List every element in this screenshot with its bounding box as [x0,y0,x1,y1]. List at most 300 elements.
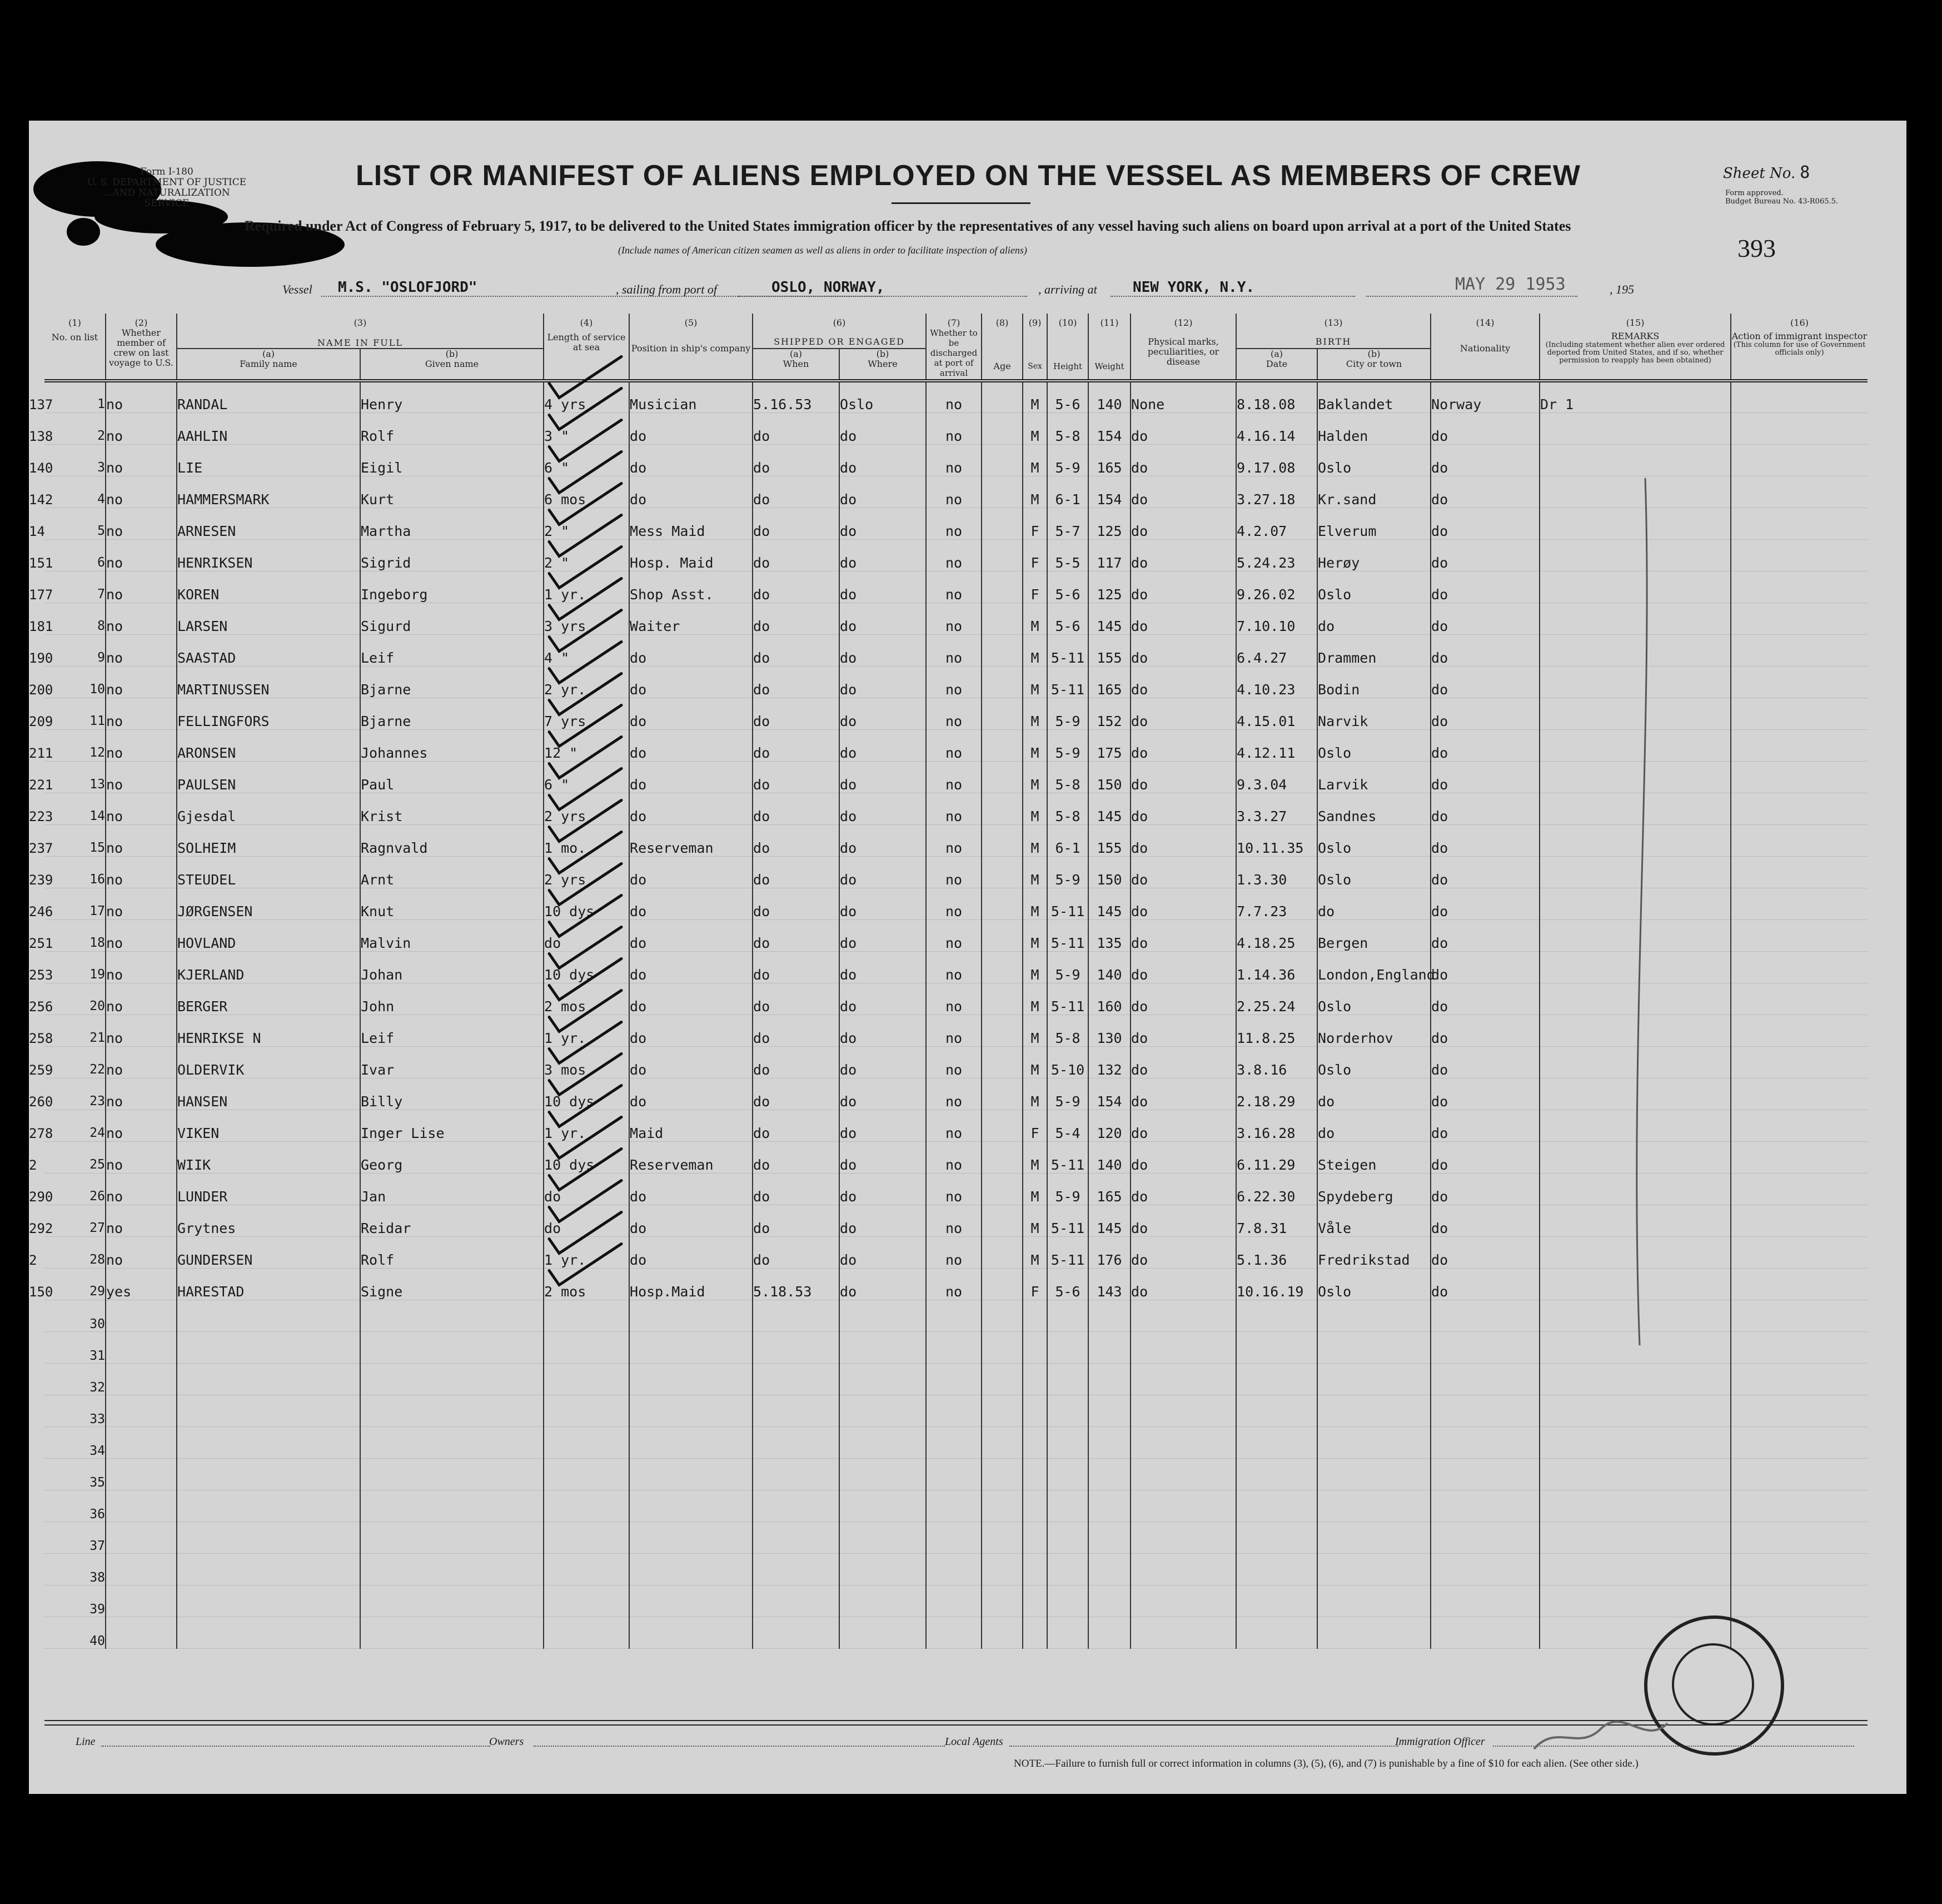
cell-remarks [1540,603,1731,634]
cell-given: Johannes [360,729,544,761]
cell-when: do [753,603,839,634]
empty-cell [753,1458,839,1490]
row-number [29,539,106,571]
crew-row [44,951,1868,983]
cell-where: do [839,824,926,856]
empty-cell [544,1522,629,1553]
cell-bcity: do [1317,603,1431,634]
cell-bdate: 3.8.16 [1236,1046,1317,1078]
empty-cell [177,1300,360,1331]
line-number: 11 [89,713,105,728]
cell-prev: no [106,412,177,444]
cell-prev: no [106,571,177,603]
col-number: (12) [1174,317,1193,328]
col-label: Age [993,361,1011,371]
col-discharge-header [926,314,982,381]
col-label: Action of immigrant inspector [1731,331,1868,341]
col-nationality-header [1431,314,1540,381]
owners-label: Owners [489,1736,524,1748]
col-number: (15) [1626,317,1645,328]
col-position-header [629,314,753,381]
cell-position: Hosp. Maid [629,539,753,571]
crew-row [44,919,1868,951]
cell-position: do [629,983,753,1015]
empty-cell [544,1331,629,1363]
crew-row [44,634,1868,666]
cell-height: 5-11 [1047,1141,1088,1173]
vessel-name: M.S. "OSLOFJORD" [338,279,477,296]
empty-cell [1540,1458,1731,1490]
cell-position: do [629,444,753,476]
empty-cell [360,1458,544,1490]
row-number [29,951,106,983]
cell-age [982,919,1023,951]
empty-cell [177,1553,360,1585]
cell-height: 5-11 [1047,919,1088,951]
cell-sex: M [1023,983,1047,1015]
cell-when: do [753,1110,839,1141]
empty-cell [1023,1553,1047,1585]
page-ref: 150 [29,1284,53,1300]
empty-cell [982,1490,1023,1522]
cell-family: JØRGENSEN [177,888,360,919]
line-number: 3 [97,460,105,475]
empty-cell [629,1426,753,1458]
row-number [29,761,106,793]
line-number: 18 [89,935,105,950]
cell-when: do [753,444,839,476]
cell-when: do [753,412,839,444]
cell-height: 5-4 [1047,1110,1088,1141]
cell-age [982,824,1023,856]
empty-cell [360,1426,544,1458]
empty-cell [926,1522,982,1553]
empty-cell [1431,1617,1540,1648]
line-number: 27 [89,1220,105,1235]
cell-when: 5.16.53 [753,381,839,412]
empty-row [44,1300,1868,1331]
cell-action [1731,476,1868,508]
cell-marks: do [1131,603,1236,634]
col-label: BIRTH [1315,336,1352,347]
empty-cell [839,1363,926,1395]
cell-remarks [1540,666,1731,698]
cell-age [982,603,1023,634]
cell-weight: 165 [1088,1173,1131,1205]
line-number: 13 [89,777,105,792]
empty-cell [177,1490,360,1522]
empty-cell [629,1553,753,1585]
form-line: U. S. DEPARTMENT OF JUSTICE [87,177,247,188]
empty-cell [177,1585,360,1617]
cell-position: do [629,412,753,444]
required-notice: Required under Act of Congress of February 5, 1917, to be delivered to the United States immigration officer by the representatives of any vessel having such aliens on board upon arrival at a port of the United States [245,218,1571,234]
empty-cell [106,1300,177,1331]
cell-age [982,1078,1023,1110]
col-label: Whether member of crew on last voyage to U.S. [109,327,173,368]
empty-cell [1047,1395,1088,1426]
empty-cell [1131,1331,1236,1363]
cell-position: Waiter [629,603,753,634]
cell-when: do [753,571,839,603]
cell-bcity: do [1317,1110,1431,1141]
col-label: Length of service at sea [547,332,626,352]
cell-remarks [1540,1078,1731,1110]
arriving-label: , arriving at [1038,282,1097,296]
cell-weight: 132 [1088,1046,1131,1078]
empty-cell [1731,1522,1868,1553]
cell-prev: no [106,508,177,539]
port-to: NEW YORK, N.Y. [1133,279,1255,296]
cell-weight: 130 [1088,1015,1131,1046]
cell-bcity: Sandnes [1317,793,1431,824]
cell-sex: M [1023,603,1047,634]
cell-when: do [753,508,839,539]
empty-cell [1023,1490,1047,1522]
cell-bcity: Våle [1317,1205,1431,1236]
cell-age [982,1015,1023,1046]
cell-action [1731,1173,1868,1205]
voyage-line [282,275,1634,300]
crew-row [44,539,1868,571]
row-number [29,634,106,666]
approval-line: Budget Bureau No. 43-R065.5. [1725,197,1839,206]
cell-position: Reserveman [629,824,753,856]
cell-bcity: Oslo [1317,1268,1431,1300]
cell-remarks [1540,824,1731,856]
cell-when: do [753,856,839,888]
line-number: 40 [44,1617,106,1648]
crew-row [44,761,1868,793]
cell-nat: do [1431,951,1540,983]
empty-cell [1731,1395,1868,1426]
empty-cell [1540,1331,1731,1363]
crew-rows [29,381,1868,1648]
line-number: 22 [89,1062,105,1077]
cell-given: Martha [360,508,544,539]
empty-cell [1317,1617,1431,1648]
dotted-rule [1009,1746,1398,1747]
empty-cell [1023,1426,1047,1458]
empty-cell [839,1617,926,1648]
cell-discharge: no [926,793,982,824]
line-number: 10 [89,682,105,697]
cell-service: 2 mos [544,983,629,1015]
empty-cell [544,1458,629,1490]
empty-row [44,1617,1868,1648]
cell-when: do [753,1078,839,1110]
cell-age [982,729,1023,761]
page-ref: 177 [29,586,53,603]
row-number [29,1236,106,1268]
cell-where: do [839,983,926,1015]
cell-when: do [753,1236,839,1268]
cell-given: Knut [360,888,544,919]
cell-nat: do [1431,729,1540,761]
cell-family: HAMMERSMARK [177,476,360,508]
cell-prev: no [106,444,177,476]
cell-where: do [839,919,926,951]
empty-cell [1236,1395,1317,1426]
cell-discharge: no [926,476,982,508]
empty-cell [1131,1300,1236,1331]
cell-remarks [1540,1236,1731,1268]
empty-cell [1047,1426,1088,1458]
cell-sex: F [1023,539,1047,571]
cell-given: Malvin [360,919,544,951]
cell-nat: do [1431,476,1540,508]
empty-cell [1088,1490,1131,1522]
cell-family: SOLHEIM [177,824,360,856]
cell-prev: no [106,856,177,888]
col-remarks-header [1540,314,1731,381]
cell-prev: no [106,824,177,856]
cell-nat: do [1431,983,1540,1015]
row-number [29,1173,106,1205]
sheet-number [1723,163,1810,182]
cell-given: Johan [360,951,544,983]
cell-when: do [753,793,839,824]
empty-cell [1088,1363,1131,1395]
cell-given: Bjarne [360,666,544,698]
row-number [29,1205,106,1236]
empty-cell [926,1585,982,1617]
col-label: Position in ship's company [631,343,751,354]
cell-action [1731,1268,1868,1300]
approval-line: Form approved. [1725,189,1784,197]
cell-position: Mess Maid [629,508,753,539]
cell-height: 5-9 [1047,951,1088,983]
crew-table [29,314,1868,1649]
col-prev-voyage-header [106,314,177,381]
row-number [29,1078,106,1110]
cell-service: 1 yr. [544,1015,629,1046]
cell-remarks [1540,1141,1731,1173]
cell-prev: no [106,1236,177,1268]
consular-seal [1644,1615,1784,1756]
cell-action [1731,856,1868,888]
cell-where: do [839,634,926,666]
col-note: (This column for use of Government officials only) [1733,341,1866,357]
empty-cell [753,1426,839,1458]
empty-cell [544,1300,629,1331]
col-marks-header [1131,314,1236,381]
cell-sex: M [1023,793,1047,824]
row-number [29,888,106,919]
crew-row [44,412,1868,444]
cell-discharge: no [926,1236,982,1268]
crew-row [44,729,1868,761]
cell-age [982,761,1023,793]
empty-cell [1088,1300,1131,1331]
page-ref: 258 [29,1030,53,1046]
cell-position: do [629,919,753,951]
page-ref: 246 [29,903,53,919]
empty-cell [177,1458,360,1490]
empty-cell [1317,1585,1431,1617]
cell-discharge: no [926,1268,982,1300]
empty-cell [1317,1490,1431,1522]
cell-bcity: Halden [1317,412,1431,444]
cell-nat: do [1431,412,1540,444]
empty-cell [1023,1331,1047,1363]
col-number: (b) [445,349,459,359]
cell-family: HENRIKSE N [177,1015,360,1046]
cell-sex: M [1023,444,1047,476]
crew-row [44,888,1868,919]
cell-sex: M [1023,729,1047,761]
crew-row [44,444,1868,476]
cell-weight: 154 [1088,1078,1131,1110]
cell-height: 5-9 [1047,1078,1088,1110]
cell-bcity: Oslo [1317,729,1431,761]
crew-row [44,1173,1868,1205]
col-number: (2) [135,317,148,328]
cell-where: do [839,888,926,919]
cell-height: 5-9 [1047,729,1088,761]
empty-cell [1317,1426,1431,1458]
cell-height: 5-7 [1047,508,1088,539]
cell-action [1731,888,1868,919]
col-number: (b) [876,349,889,359]
signature-line [48,1734,1865,1751]
crew-row [44,381,1868,412]
cell-sex: F [1023,571,1047,603]
cell-height: 5-9 [1047,698,1088,729]
cell-when: do [753,698,839,729]
cell-action [1731,1236,1868,1268]
empty-cell [982,1522,1023,1553]
cell-marks: do [1131,1173,1236,1205]
cell-remarks [1540,571,1731,603]
empty-cell [982,1395,1023,1426]
cell-where: do [839,1205,926,1236]
cell-sex: M [1023,1205,1047,1236]
cell-family: SAASTAD [177,634,360,666]
cell-service: 2 " [544,508,629,539]
page-ref: 251 [29,935,53,951]
cell-marks: do [1131,919,1236,951]
empty-cell [629,1617,753,1648]
empty-cell [544,1490,629,1522]
cell-weight: 175 [1088,729,1131,761]
officer-label: Immigration Officer [1395,1736,1485,1748]
empty-cell [1540,1426,1731,1458]
cell-service: 12 " [544,729,629,761]
cell-sex: M [1023,761,1047,793]
empty-cell [753,1490,839,1522]
line-number: 25 [89,1157,105,1172]
cell-given: Georg [360,1141,544,1173]
cell-where: do [839,729,926,761]
cell-height: 5-11 [1047,888,1088,919]
cell-discharge: no [926,1205,982,1236]
cell-nat: do [1431,1205,1540,1236]
cell-weight: 145 [1088,888,1131,919]
empty-cell [1088,1617,1131,1648]
cell-position: Reserveman [629,1141,753,1173]
cell-nat: do [1431,1015,1540,1046]
cell-given: Leif [360,1015,544,1046]
cell-prev: no [106,381,177,412]
cell-service: 1 yr. [544,1236,629,1268]
empty-cell [1236,1553,1317,1585]
empty-cell [629,1331,753,1363]
cell-when: do [753,539,839,571]
crew-row [44,1110,1868,1141]
cell-discharge: no [926,856,982,888]
row-number [29,1110,106,1141]
cell-prev: no [106,476,177,508]
cell-action [1731,983,1868,1015]
cell-height: 5-9 [1047,856,1088,888]
cell-bdate: 3.16.28 [1236,1110,1317,1141]
cell-height: 5-9 [1047,1173,1088,1205]
line-number: 7 [97,586,105,601]
col-no-header [44,314,106,381]
cell-given: Krist [360,793,544,824]
cell-sex: M [1023,1015,1047,1046]
cell-where: do [839,1078,926,1110]
line-number: 33 [44,1395,106,1426]
cell-bcity: Kr.sand [1317,476,1431,508]
cell-marks: do [1131,729,1236,761]
cell-family: MARTINUSSEN [177,666,360,698]
cell-marks: do [1131,1015,1236,1046]
cell-height: 5-11 [1047,983,1088,1015]
cell-bdate: 2.25.24 [1236,983,1317,1015]
empty-cell [629,1458,753,1490]
cell-position: do [629,951,753,983]
empty-cell [1236,1363,1317,1395]
cell-position: Maid [629,1110,753,1141]
cell-marks: do [1131,508,1236,539]
cell-position: do [629,634,753,666]
cell-where: do [839,1173,926,1205]
cell-nat: do [1431,634,1540,666]
cell-bdate: 3.3.27 [1236,793,1317,824]
empty-cell [1540,1522,1731,1553]
empty-row [44,1553,1868,1585]
cell-height: 5-6 [1047,381,1088,412]
cell-sex: M [1023,919,1047,951]
cell-marks: do [1131,793,1236,824]
cell-nat: do [1431,508,1540,539]
cell-service: 3 mos [544,1046,629,1078]
empty-row [44,1426,1868,1458]
cell-family: GUNDERSEN [177,1236,360,1268]
col-label: Height [1053,361,1083,371]
cell-bdate: 5.1.36 [1236,1236,1317,1268]
col-number: (7) [947,317,960,328]
cell-family: HANSEN [177,1078,360,1110]
col-label: City or town [1346,359,1402,369]
page-ref: 256 [29,998,53,1015]
cell-bdate: 9.17.08 [1236,444,1317,476]
cell-when: do [753,666,839,698]
cell-height: 5-10 [1047,1046,1088,1078]
cell-remarks [1540,761,1731,793]
cell-prev: no [106,539,177,571]
cell-weight: 120 [1088,1110,1131,1141]
col-given-header [360,349,544,381]
row-number [29,1015,106,1046]
empty-cell [1540,1585,1731,1617]
empty-cell [629,1522,753,1553]
cell-sex: M [1023,1173,1047,1205]
cell-family: VIKEN [177,1110,360,1141]
empty-cell [177,1331,360,1363]
